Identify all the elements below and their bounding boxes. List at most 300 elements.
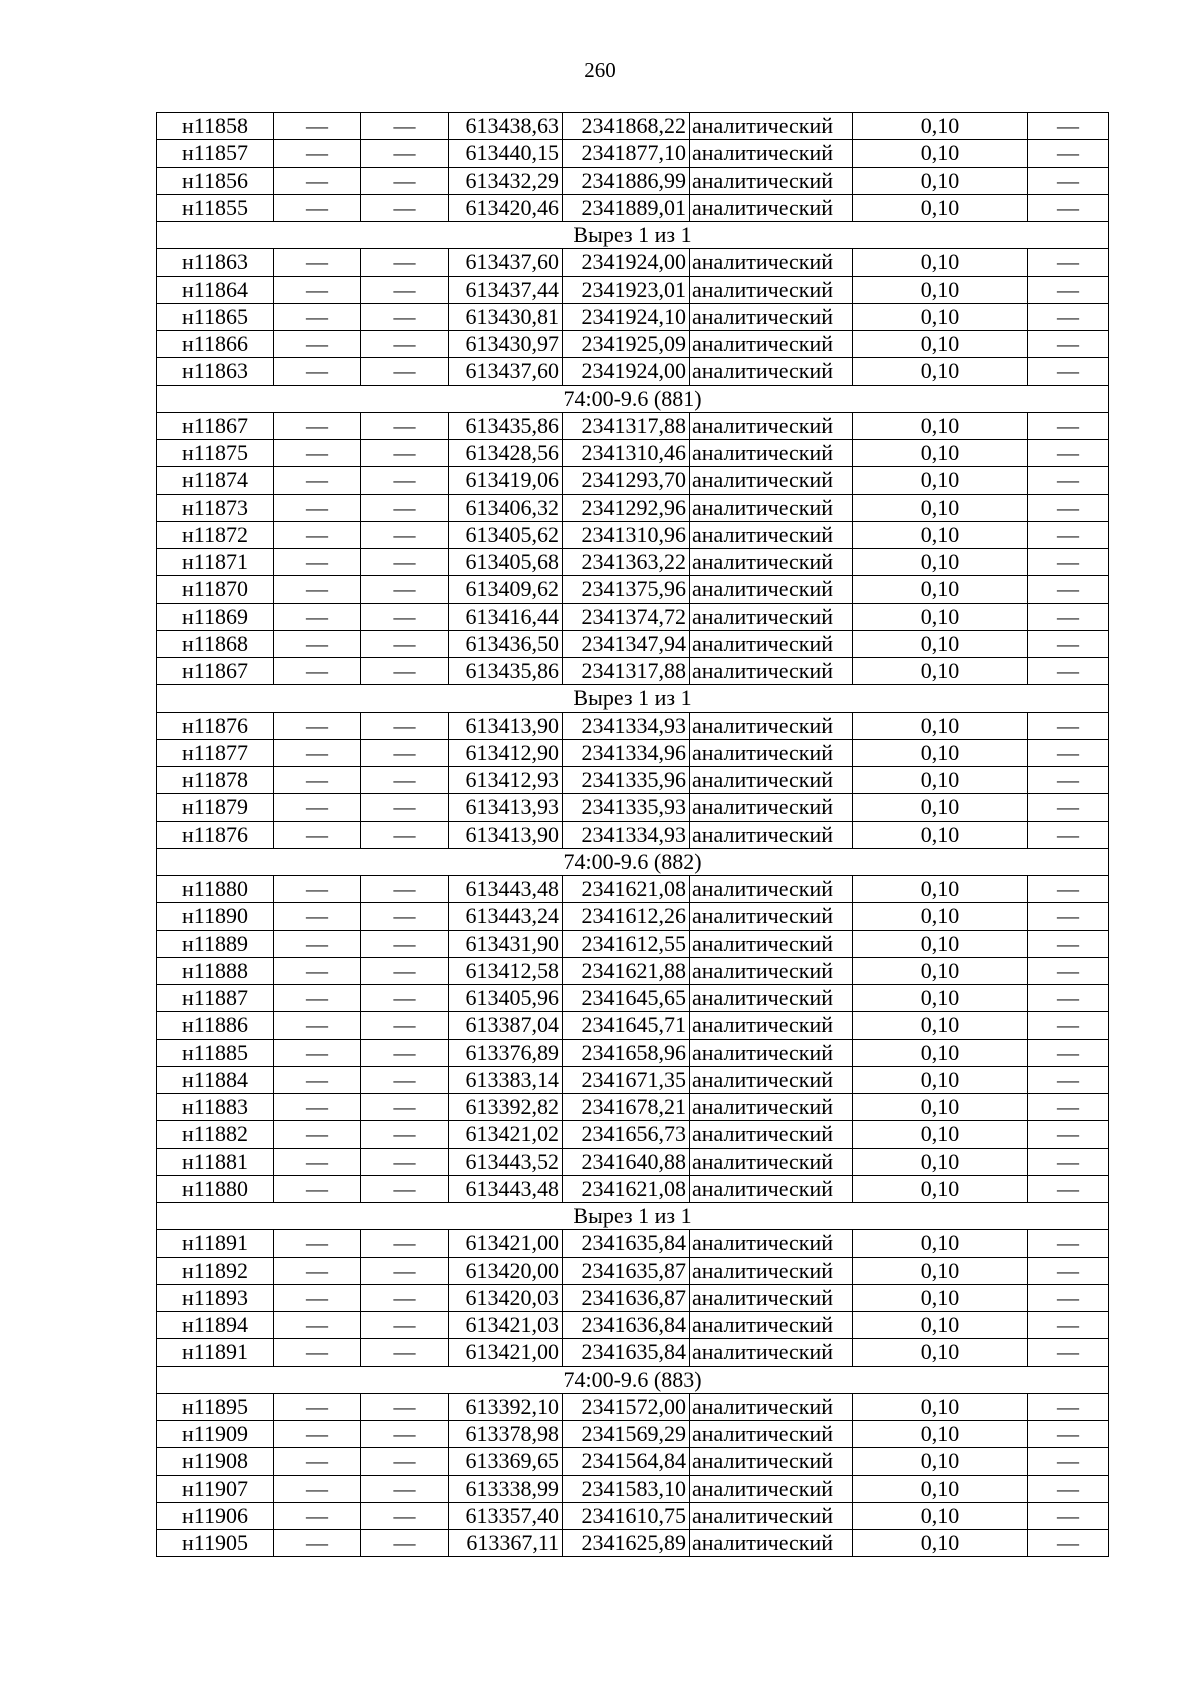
x-coordinate-cell: 613413,93 bbox=[449, 794, 563, 821]
x-coordinate-cell: 613413,90 bbox=[449, 821, 563, 848]
point-id-cell: н11886 bbox=[157, 1012, 274, 1039]
empty-value-cell: — bbox=[274, 521, 361, 548]
table-row bbox=[157, 658, 1109, 685]
empty-value-cell: — bbox=[274, 140, 361, 167]
method-cell: аналитический bbox=[690, 1421, 853, 1448]
empty-value-cell: — bbox=[361, 1393, 449, 1420]
empty-value-cell: — bbox=[361, 1012, 449, 1039]
x-coordinate-cell: 613357,40 bbox=[449, 1502, 563, 1529]
empty-value-cell: — bbox=[361, 712, 449, 739]
accuracy-cell: 0,10 bbox=[853, 712, 1028, 739]
accuracy-cell: 0,10 bbox=[853, 1312, 1028, 1339]
x-coordinate-cell: 613405,68 bbox=[449, 549, 563, 576]
y-coordinate-cell: 2341658,96 bbox=[563, 1039, 690, 1066]
method-cell: аналитический bbox=[690, 930, 853, 957]
y-coordinate-cell: 2341635,87 bbox=[563, 1257, 690, 1284]
y-coordinate-cell: 2341645,65 bbox=[563, 985, 690, 1012]
x-coordinate-cell: 613412,93 bbox=[449, 767, 563, 794]
empty-value-cell: — bbox=[1028, 903, 1109, 930]
accuracy-cell: 0,10 bbox=[853, 1502, 1028, 1529]
method-cell: аналитический bbox=[690, 576, 853, 603]
empty-value-cell: — bbox=[1028, 1421, 1109, 1448]
method-cell: аналитический bbox=[690, 276, 853, 303]
table-row bbox=[157, 276, 1109, 303]
y-coordinate-cell: 2341924,00 bbox=[563, 358, 690, 385]
method-cell: аналитический bbox=[690, 140, 853, 167]
x-coordinate-cell: 613405,96 bbox=[449, 985, 563, 1012]
point-id-cell: н11856 bbox=[157, 167, 274, 194]
y-coordinate-cell: 2341317,88 bbox=[563, 412, 690, 439]
y-coordinate-cell: 2341621,08 bbox=[563, 876, 690, 903]
empty-value-cell: — bbox=[274, 876, 361, 903]
table-row bbox=[157, 876, 1109, 903]
y-coordinate-cell: 2341292,96 bbox=[563, 494, 690, 521]
point-id-cell: н11880 bbox=[157, 876, 274, 903]
table-row bbox=[157, 1421, 1109, 1448]
point-id-cell: н11887 bbox=[157, 985, 274, 1012]
table-row bbox=[157, 630, 1109, 657]
accuracy-cell: 0,10 bbox=[853, 331, 1028, 358]
method-cell: аналитический bbox=[690, 876, 853, 903]
accuracy-cell: 0,10 bbox=[853, 1012, 1028, 1039]
y-coordinate-cell: 2341310,96 bbox=[563, 521, 690, 548]
empty-value-cell: — bbox=[361, 1039, 449, 1066]
empty-value-cell: — bbox=[1028, 1502, 1109, 1529]
table-row bbox=[157, 1012, 1109, 1039]
empty-value-cell: — bbox=[1028, 194, 1109, 221]
empty-value-cell: — bbox=[1028, 276, 1109, 303]
accuracy-cell: 0,10 bbox=[853, 1121, 1028, 1148]
accuracy-cell: 0,10 bbox=[853, 1148, 1028, 1175]
empty-value-cell: — bbox=[361, 549, 449, 576]
x-coordinate-cell: 613437,44 bbox=[449, 276, 563, 303]
accuracy-cell: 0,10 bbox=[853, 794, 1028, 821]
empty-value-cell: — bbox=[274, 712, 361, 739]
x-coordinate-cell: 613421,02 bbox=[449, 1121, 563, 1148]
empty-value-cell: — bbox=[274, 1094, 361, 1121]
section-title: Вырез 1 из 1 bbox=[157, 222, 1109, 249]
empty-value-cell: — bbox=[274, 630, 361, 657]
empty-value-cell: — bbox=[361, 1175, 449, 1202]
empty-value-cell: — bbox=[1028, 1312, 1109, 1339]
section-title: Вырез 1 из 1 bbox=[157, 1203, 1109, 1230]
y-coordinate-cell: 2341923,01 bbox=[563, 276, 690, 303]
empty-value-cell: — bbox=[274, 1284, 361, 1311]
point-id-cell: н11890 bbox=[157, 903, 274, 930]
x-coordinate-cell: 613435,86 bbox=[449, 412, 563, 439]
y-coordinate-cell: 2341347,94 bbox=[563, 630, 690, 657]
method-cell: аналитический bbox=[690, 658, 853, 685]
empty-value-cell: — bbox=[1028, 876, 1109, 903]
method-cell: аналитический bbox=[690, 712, 853, 739]
accuracy-cell: 0,10 bbox=[853, 957, 1028, 984]
method-cell: аналитический bbox=[690, 1312, 853, 1339]
empty-value-cell: — bbox=[274, 794, 361, 821]
y-coordinate-cell: 2341889,01 bbox=[563, 194, 690, 221]
point-id-cell: н11868 bbox=[157, 630, 274, 657]
empty-value-cell: — bbox=[361, 821, 449, 848]
x-coordinate-cell: 613338,99 bbox=[449, 1475, 563, 1502]
x-coordinate-cell: 613420,03 bbox=[449, 1284, 563, 1311]
empty-value-cell: — bbox=[361, 739, 449, 766]
empty-value-cell: — bbox=[361, 957, 449, 984]
x-coordinate-cell: 613378,98 bbox=[449, 1421, 563, 1448]
empty-value-cell: — bbox=[1028, 739, 1109, 766]
empty-value-cell: — bbox=[1028, 1530, 1109, 1557]
point-id-cell: н11871 bbox=[157, 549, 274, 576]
y-coordinate-cell: 2341363,22 bbox=[563, 549, 690, 576]
x-coordinate-cell: 613437,60 bbox=[449, 249, 563, 276]
empty-value-cell: — bbox=[274, 1230, 361, 1257]
empty-value-cell: — bbox=[361, 576, 449, 603]
empty-value-cell: — bbox=[361, 985, 449, 1012]
method-cell: аналитический bbox=[690, 603, 853, 630]
accuracy-cell: 0,10 bbox=[853, 276, 1028, 303]
y-coordinate-cell: 2341925,09 bbox=[563, 331, 690, 358]
x-coordinate-cell: 613430,97 bbox=[449, 331, 563, 358]
method-cell: аналитический bbox=[690, 1475, 853, 1502]
accuracy-cell: 0,10 bbox=[853, 1530, 1028, 1557]
empty-value-cell: — bbox=[361, 930, 449, 957]
point-id-cell: н11874 bbox=[157, 467, 274, 494]
x-coordinate-cell: 613443,48 bbox=[449, 876, 563, 903]
empty-value-cell: — bbox=[361, 521, 449, 548]
accuracy-cell: 0,10 bbox=[853, 494, 1028, 521]
accuracy-cell: 0,10 bbox=[853, 303, 1028, 330]
empty-value-cell: — bbox=[274, 494, 361, 521]
section-title: 74:00-9.6 (881) bbox=[157, 385, 1109, 412]
empty-value-cell: — bbox=[361, 440, 449, 467]
empty-value-cell: — bbox=[1028, 440, 1109, 467]
empty-value-cell: — bbox=[1028, 1284, 1109, 1311]
accuracy-cell: 0,10 bbox=[853, 1448, 1028, 1475]
empty-value-cell: — bbox=[274, 303, 361, 330]
empty-value-cell: — bbox=[1028, 1393, 1109, 1420]
x-coordinate-cell: 613413,90 bbox=[449, 712, 563, 739]
method-cell: аналитический bbox=[690, 1039, 853, 1066]
section-header-row bbox=[157, 848, 1109, 875]
empty-value-cell: — bbox=[274, 1039, 361, 1066]
accuracy-cell: 0,10 bbox=[853, 358, 1028, 385]
empty-value-cell: — bbox=[361, 1502, 449, 1529]
point-id-cell: н11865 bbox=[157, 303, 274, 330]
empty-value-cell: — bbox=[361, 658, 449, 685]
empty-value-cell: — bbox=[274, 1257, 361, 1284]
x-coordinate-cell: 613392,10 bbox=[449, 1393, 563, 1420]
x-coordinate-cell: 613420,46 bbox=[449, 194, 563, 221]
empty-value-cell: — bbox=[274, 576, 361, 603]
y-coordinate-cell: 2341621,08 bbox=[563, 1175, 690, 1202]
empty-value-cell: — bbox=[1028, 1148, 1109, 1175]
empty-value-cell: — bbox=[274, 467, 361, 494]
empty-value-cell: — bbox=[274, 1148, 361, 1175]
empty-value-cell: — bbox=[1028, 1039, 1109, 1066]
accuracy-cell: 0,10 bbox=[853, 1094, 1028, 1121]
table-row bbox=[157, 821, 1109, 848]
accuracy-cell: 0,10 bbox=[853, 821, 1028, 848]
method-cell: аналитический bbox=[690, 1530, 853, 1557]
y-coordinate-cell: 2341640,88 bbox=[563, 1148, 690, 1175]
y-coordinate-cell: 2341924,00 bbox=[563, 249, 690, 276]
empty-value-cell: — bbox=[274, 1066, 361, 1093]
point-id-cell: н11883 bbox=[157, 1094, 274, 1121]
empty-value-cell: — bbox=[361, 494, 449, 521]
method-cell: аналитический bbox=[690, 194, 853, 221]
empty-value-cell: — bbox=[361, 1148, 449, 1175]
accuracy-cell: 0,10 bbox=[853, 630, 1028, 657]
point-id-cell: н11880 bbox=[157, 1175, 274, 1202]
x-coordinate-cell: 613421,00 bbox=[449, 1339, 563, 1366]
empty-value-cell: — bbox=[274, 985, 361, 1012]
table-row bbox=[157, 1175, 1109, 1202]
x-coordinate-cell: 613405,62 bbox=[449, 521, 563, 548]
empty-value-cell: — bbox=[361, 140, 449, 167]
section-header-row bbox=[157, 385, 1109, 412]
accuracy-cell: 0,10 bbox=[853, 412, 1028, 439]
point-id-cell: н11882 bbox=[157, 1121, 274, 1148]
accuracy-cell: 0,10 bbox=[853, 113, 1028, 140]
accuracy-cell: 0,10 bbox=[853, 1230, 1028, 1257]
empty-value-cell: — bbox=[1028, 140, 1109, 167]
empty-value-cell: — bbox=[361, 113, 449, 140]
x-coordinate-cell: 613440,15 bbox=[449, 140, 563, 167]
y-coordinate-cell: 2341610,75 bbox=[563, 1502, 690, 1529]
accuracy-cell: 0,10 bbox=[853, 440, 1028, 467]
method-cell: аналитический bbox=[690, 113, 853, 140]
method-cell: аналитический bbox=[690, 549, 853, 576]
empty-value-cell: — bbox=[361, 1284, 449, 1311]
point-id-cell: н11888 bbox=[157, 957, 274, 984]
x-coordinate-cell: 613432,29 bbox=[449, 167, 563, 194]
empty-value-cell: — bbox=[361, 630, 449, 657]
empty-value-cell: — bbox=[361, 1094, 449, 1121]
empty-value-cell: — bbox=[361, 1257, 449, 1284]
x-coordinate-cell: 613383,14 bbox=[449, 1066, 563, 1093]
method-cell: аналитический bbox=[690, 957, 853, 984]
method-cell: аналитический bbox=[690, 1012, 853, 1039]
y-coordinate-cell: 2341334,93 bbox=[563, 821, 690, 848]
accuracy-cell: 0,10 bbox=[853, 603, 1028, 630]
section-header-row bbox=[157, 685, 1109, 712]
point-id-cell: н11909 bbox=[157, 1421, 274, 1448]
table-row bbox=[157, 576, 1109, 603]
empty-value-cell: — bbox=[361, 467, 449, 494]
point-id-cell: н11869 bbox=[157, 603, 274, 630]
table-row bbox=[157, 1448, 1109, 1475]
point-id-cell: н11893 bbox=[157, 1284, 274, 1311]
empty-value-cell: — bbox=[1028, 1475, 1109, 1502]
method-cell: аналитический bbox=[690, 794, 853, 821]
point-id-cell: н11884 bbox=[157, 1066, 274, 1093]
empty-value-cell: — bbox=[1028, 249, 1109, 276]
x-coordinate-cell: 613387,04 bbox=[449, 1012, 563, 1039]
table-row bbox=[157, 739, 1109, 766]
empty-value-cell: — bbox=[361, 1121, 449, 1148]
point-id-cell: н11858 bbox=[157, 113, 274, 140]
empty-value-cell: — bbox=[1028, 1257, 1109, 1284]
method-cell: аналитический bbox=[690, 1148, 853, 1175]
table-row bbox=[157, 1393, 1109, 1420]
empty-value-cell: — bbox=[1028, 113, 1109, 140]
y-coordinate-cell: 2341335,93 bbox=[563, 794, 690, 821]
empty-value-cell: — bbox=[361, 303, 449, 330]
empty-value-cell: — bbox=[361, 767, 449, 794]
x-coordinate-cell: 613412,90 bbox=[449, 739, 563, 766]
table-row bbox=[157, 794, 1109, 821]
accuracy-cell: 0,10 bbox=[853, 903, 1028, 930]
accuracy-cell: 0,10 bbox=[853, 1175, 1028, 1202]
empty-value-cell: — bbox=[274, 1448, 361, 1475]
y-coordinate-cell: 2341636,87 bbox=[563, 1284, 690, 1311]
point-id-cell: н11876 bbox=[157, 821, 274, 848]
table-row bbox=[157, 194, 1109, 221]
empty-value-cell: — bbox=[361, 1066, 449, 1093]
y-coordinate-cell: 2341612,26 bbox=[563, 903, 690, 930]
table-row bbox=[157, 549, 1109, 576]
empty-value-cell: — bbox=[274, 1393, 361, 1420]
table-row bbox=[157, 1339, 1109, 1366]
empty-value-cell: — bbox=[1028, 821, 1109, 848]
point-id-cell: н11863 bbox=[157, 358, 274, 385]
point-id-cell: н11867 bbox=[157, 658, 274, 685]
method-cell: аналитический bbox=[690, 1230, 853, 1257]
empty-value-cell: — bbox=[1028, 930, 1109, 957]
coordinates-table bbox=[156, 112, 1109, 1557]
method-cell: аналитический bbox=[690, 1175, 853, 1202]
empty-value-cell: — bbox=[1028, 1230, 1109, 1257]
accuracy-cell: 0,10 bbox=[853, 194, 1028, 221]
x-coordinate-cell: 613437,60 bbox=[449, 358, 563, 385]
y-coordinate-cell: 2341645,71 bbox=[563, 1012, 690, 1039]
empty-value-cell: — bbox=[361, 1530, 449, 1557]
y-coordinate-cell: 2341374,72 bbox=[563, 603, 690, 630]
empty-value-cell: — bbox=[274, 1121, 361, 1148]
empty-value-cell: — bbox=[274, 412, 361, 439]
method-cell: аналитический bbox=[690, 331, 853, 358]
accuracy-cell: 0,10 bbox=[853, 1393, 1028, 1420]
empty-value-cell: — bbox=[1028, 767, 1109, 794]
empty-value-cell: — bbox=[361, 358, 449, 385]
table-row bbox=[157, 1066, 1109, 1093]
point-id-cell: н11873 bbox=[157, 494, 274, 521]
accuracy-cell: 0,10 bbox=[853, 1475, 1028, 1502]
table-row bbox=[157, 467, 1109, 494]
table-row bbox=[157, 494, 1109, 521]
empty-value-cell: — bbox=[361, 1421, 449, 1448]
accuracy-cell: 0,10 bbox=[853, 1066, 1028, 1093]
empty-value-cell: — bbox=[274, 331, 361, 358]
point-id-cell: н11895 bbox=[157, 1393, 274, 1420]
y-coordinate-cell: 2341625,89 bbox=[563, 1530, 690, 1557]
method-cell: аналитический bbox=[690, 412, 853, 439]
accuracy-cell: 0,10 bbox=[853, 549, 1028, 576]
method-cell: аналитический bbox=[690, 467, 853, 494]
empty-value-cell: — bbox=[274, 194, 361, 221]
accuracy-cell: 0,10 bbox=[853, 1421, 1028, 1448]
y-coordinate-cell: 2341924,10 bbox=[563, 303, 690, 330]
y-coordinate-cell: 2341335,96 bbox=[563, 767, 690, 794]
empty-value-cell: — bbox=[1028, 576, 1109, 603]
x-coordinate-cell: 613438,63 bbox=[449, 113, 563, 140]
empty-value-cell: — bbox=[274, 767, 361, 794]
point-id-cell: н11866 bbox=[157, 331, 274, 358]
empty-value-cell: — bbox=[1028, 794, 1109, 821]
empty-value-cell: — bbox=[361, 603, 449, 630]
empty-value-cell: — bbox=[1028, 331, 1109, 358]
empty-value-cell: — bbox=[361, 876, 449, 903]
empty-value-cell: — bbox=[274, 957, 361, 984]
y-coordinate-cell: 2341310,46 bbox=[563, 440, 690, 467]
x-coordinate-cell: 613428,56 bbox=[449, 440, 563, 467]
method-cell: аналитический bbox=[690, 1066, 853, 1093]
y-coordinate-cell: 2341293,70 bbox=[563, 467, 690, 494]
table-row bbox=[157, 331, 1109, 358]
empty-value-cell: — bbox=[361, 167, 449, 194]
empty-value-cell: — bbox=[361, 194, 449, 221]
point-id-cell: н11889 bbox=[157, 930, 274, 957]
section-title: 74:00-9.6 (883) bbox=[157, 1366, 1109, 1393]
empty-value-cell: — bbox=[274, 549, 361, 576]
method-cell: аналитический bbox=[690, 767, 853, 794]
section-title: 74:00-9.6 (882) bbox=[157, 848, 1109, 875]
table-row bbox=[157, 603, 1109, 630]
point-id-cell: н11891 bbox=[157, 1230, 274, 1257]
empty-value-cell: — bbox=[361, 1448, 449, 1475]
empty-value-cell: — bbox=[1028, 303, 1109, 330]
x-coordinate-cell: 613367,11 bbox=[449, 1530, 563, 1557]
x-coordinate-cell: 613435,86 bbox=[449, 658, 563, 685]
y-coordinate-cell: 2341671,35 bbox=[563, 1066, 690, 1093]
method-cell: аналитический bbox=[690, 1094, 853, 1121]
empty-value-cell: — bbox=[1028, 1339, 1109, 1366]
point-id-cell: н11892 bbox=[157, 1257, 274, 1284]
table-row bbox=[157, 1094, 1109, 1121]
table-row bbox=[157, 412, 1109, 439]
table-row bbox=[157, 957, 1109, 984]
y-coordinate-cell: 2341334,96 bbox=[563, 739, 690, 766]
empty-value-cell: — bbox=[1028, 1175, 1109, 1202]
point-id-cell: н11879 bbox=[157, 794, 274, 821]
empty-value-cell: — bbox=[274, 658, 361, 685]
table-row bbox=[157, 249, 1109, 276]
x-coordinate-cell: 613392,82 bbox=[449, 1094, 563, 1121]
table-row bbox=[157, 1284, 1109, 1311]
empty-value-cell: — bbox=[274, 930, 361, 957]
empty-value-cell: — bbox=[274, 1339, 361, 1366]
empty-value-cell: — bbox=[1028, 712, 1109, 739]
table-row bbox=[157, 140, 1109, 167]
empty-value-cell: — bbox=[274, 1421, 361, 1448]
empty-value-cell: — bbox=[274, 1475, 361, 1502]
accuracy-cell: 0,10 bbox=[853, 767, 1028, 794]
method-cell: аналитический bbox=[690, 739, 853, 766]
empty-value-cell: — bbox=[1028, 549, 1109, 576]
method-cell: аналитический bbox=[690, 1393, 853, 1420]
table-row bbox=[157, 1530, 1109, 1557]
y-coordinate-cell: 2341635,84 bbox=[563, 1339, 690, 1366]
accuracy-cell: 0,10 bbox=[853, 658, 1028, 685]
point-id-cell: н11878 bbox=[157, 767, 274, 794]
point-id-cell: н11872 bbox=[157, 521, 274, 548]
table-row bbox=[157, 1502, 1109, 1529]
point-id-cell: н11894 bbox=[157, 1312, 274, 1339]
table-row bbox=[157, 1312, 1109, 1339]
x-coordinate-cell: 613376,89 bbox=[449, 1039, 563, 1066]
empty-value-cell: — bbox=[361, 412, 449, 439]
accuracy-cell: 0,10 bbox=[853, 985, 1028, 1012]
x-coordinate-cell: 613419,06 bbox=[449, 467, 563, 494]
y-coordinate-cell: 2341678,21 bbox=[563, 1094, 690, 1121]
